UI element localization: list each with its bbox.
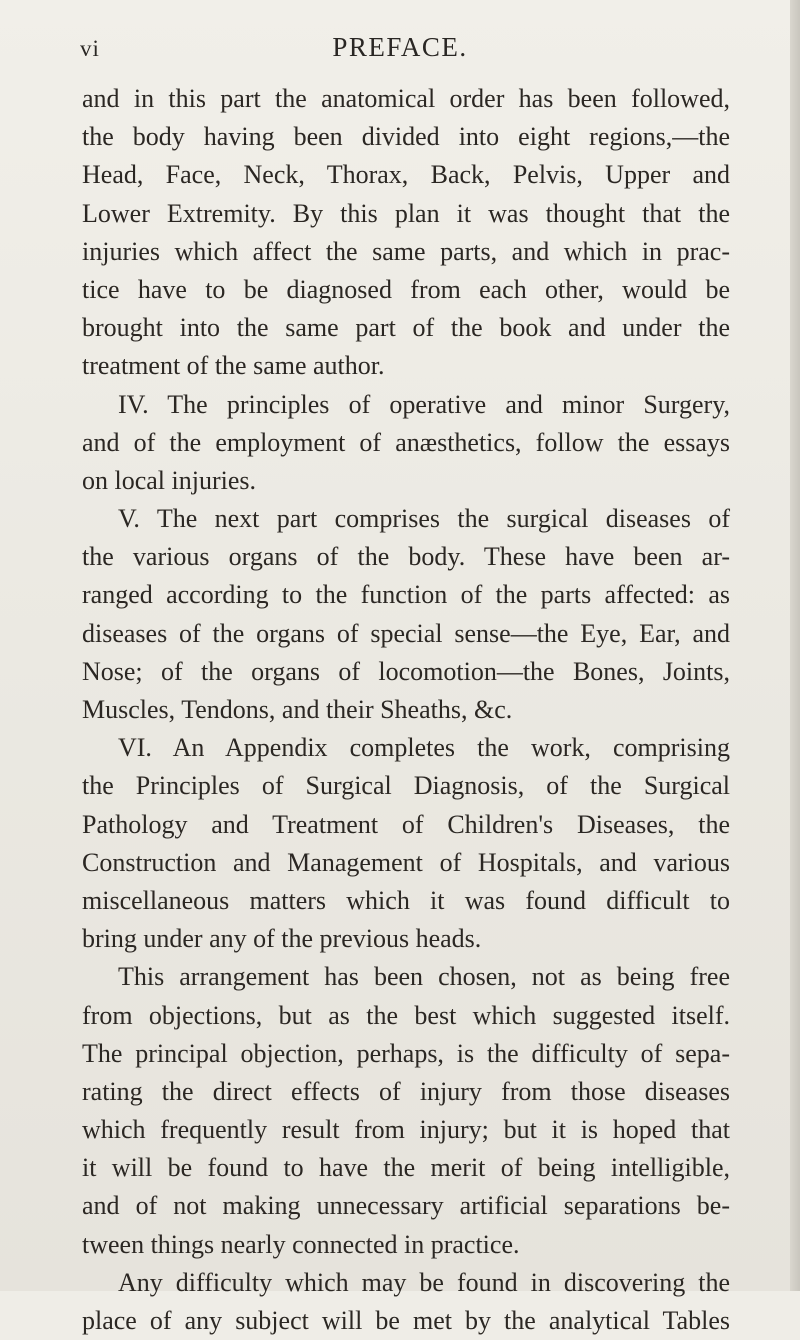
text-line: miscellaneous matters which it was found difficult to [82, 885, 730, 915]
text-line: Lower Extremity. By this plan it was thought that the [82, 198, 730, 228]
text-line: it will be found to have the merit of being intelligible, [82, 1153, 730, 1183]
text-line: Nose; of the organs of locomotion—the Bones, Joints, [82, 656, 730, 686]
text-line: and in this part the anatomical order has been followed, [82, 84, 730, 113]
text-line: Muscles, Tendons, and their Sheaths, &c. [82, 695, 513, 724]
text-line: Head, Face, Neck, Thorax, Back, Pelvis, Upper and [82, 160, 730, 190]
text-line: which frequently result from injury; but it is hoped that [82, 1115, 730, 1145]
text-line: Pathology and Treatment of Children's Diseases, the [82, 809, 730, 839]
text-line: and of the employment of anæsthetics, follow the essays [82, 427, 730, 457]
text-line: and of not making unnecessary artificial separations be- [82, 1191, 730, 1221]
text-line: the various organs of the body. These have been ar- [82, 542, 730, 572]
text-line: ranged according to the function of the parts affected: as [82, 580, 730, 610]
running-head: PREFACE. [332, 32, 468, 62]
page-edge [790, 0, 800, 1291]
text-line: The principal objection, perhaps, is the difficulty of sepa- [82, 1038, 730, 1068]
text-line: injuries which affect the same parts, and which in prac- [82, 236, 730, 266]
text-line: Any difficulty which may be found in discovering the [118, 1267, 730, 1297]
body-text [82, 80, 730, 1340]
text-line: the Principles of Surgical Diagnosis, of the Surgical [82, 771, 730, 801]
text-line: on local injuries. [82, 465, 257, 495]
text-line: diseases of the organs of special sense—the Eye, Ear, and [82, 618, 730, 648]
text-line: tween things nearly connected in practice. [82, 1229, 520, 1259]
text-line: VI. An Appendix completes the work, comprising [118, 733, 730, 763]
text-line: V. The next part comprises the surgical diseases of [118, 504, 730, 534]
text-line: bring under any of the previous heads. [82, 924, 482, 954]
text-line: place of any subject will be met by the analytical Tables [82, 1306, 730, 1335]
text-line: This arrangement has been chosen, not as being free [118, 962, 730, 992]
text-line: rating the direct effects of injury from those diseases [82, 1076, 730, 1106]
page-number: vi [80, 36, 100, 61]
text-line: brought into the same part of the book and under the [82, 313, 730, 343]
text-line: IV. The principles of operative and minor Surgery, [118, 389, 730, 419]
text-line: the body having been divided into eight regions,—the [82, 122, 730, 152]
text-line: tice have to be diagnosed from each other, would be [82, 274, 730, 304]
text-line: from objections, but as the best which suggested itself. [82, 1000, 730, 1030]
text-line: Construction and Management of Hospitals, and various [82, 847, 730, 877]
page-header [0, 24, 800, 64]
text-line: treatment of the same author. [82, 351, 385, 381]
